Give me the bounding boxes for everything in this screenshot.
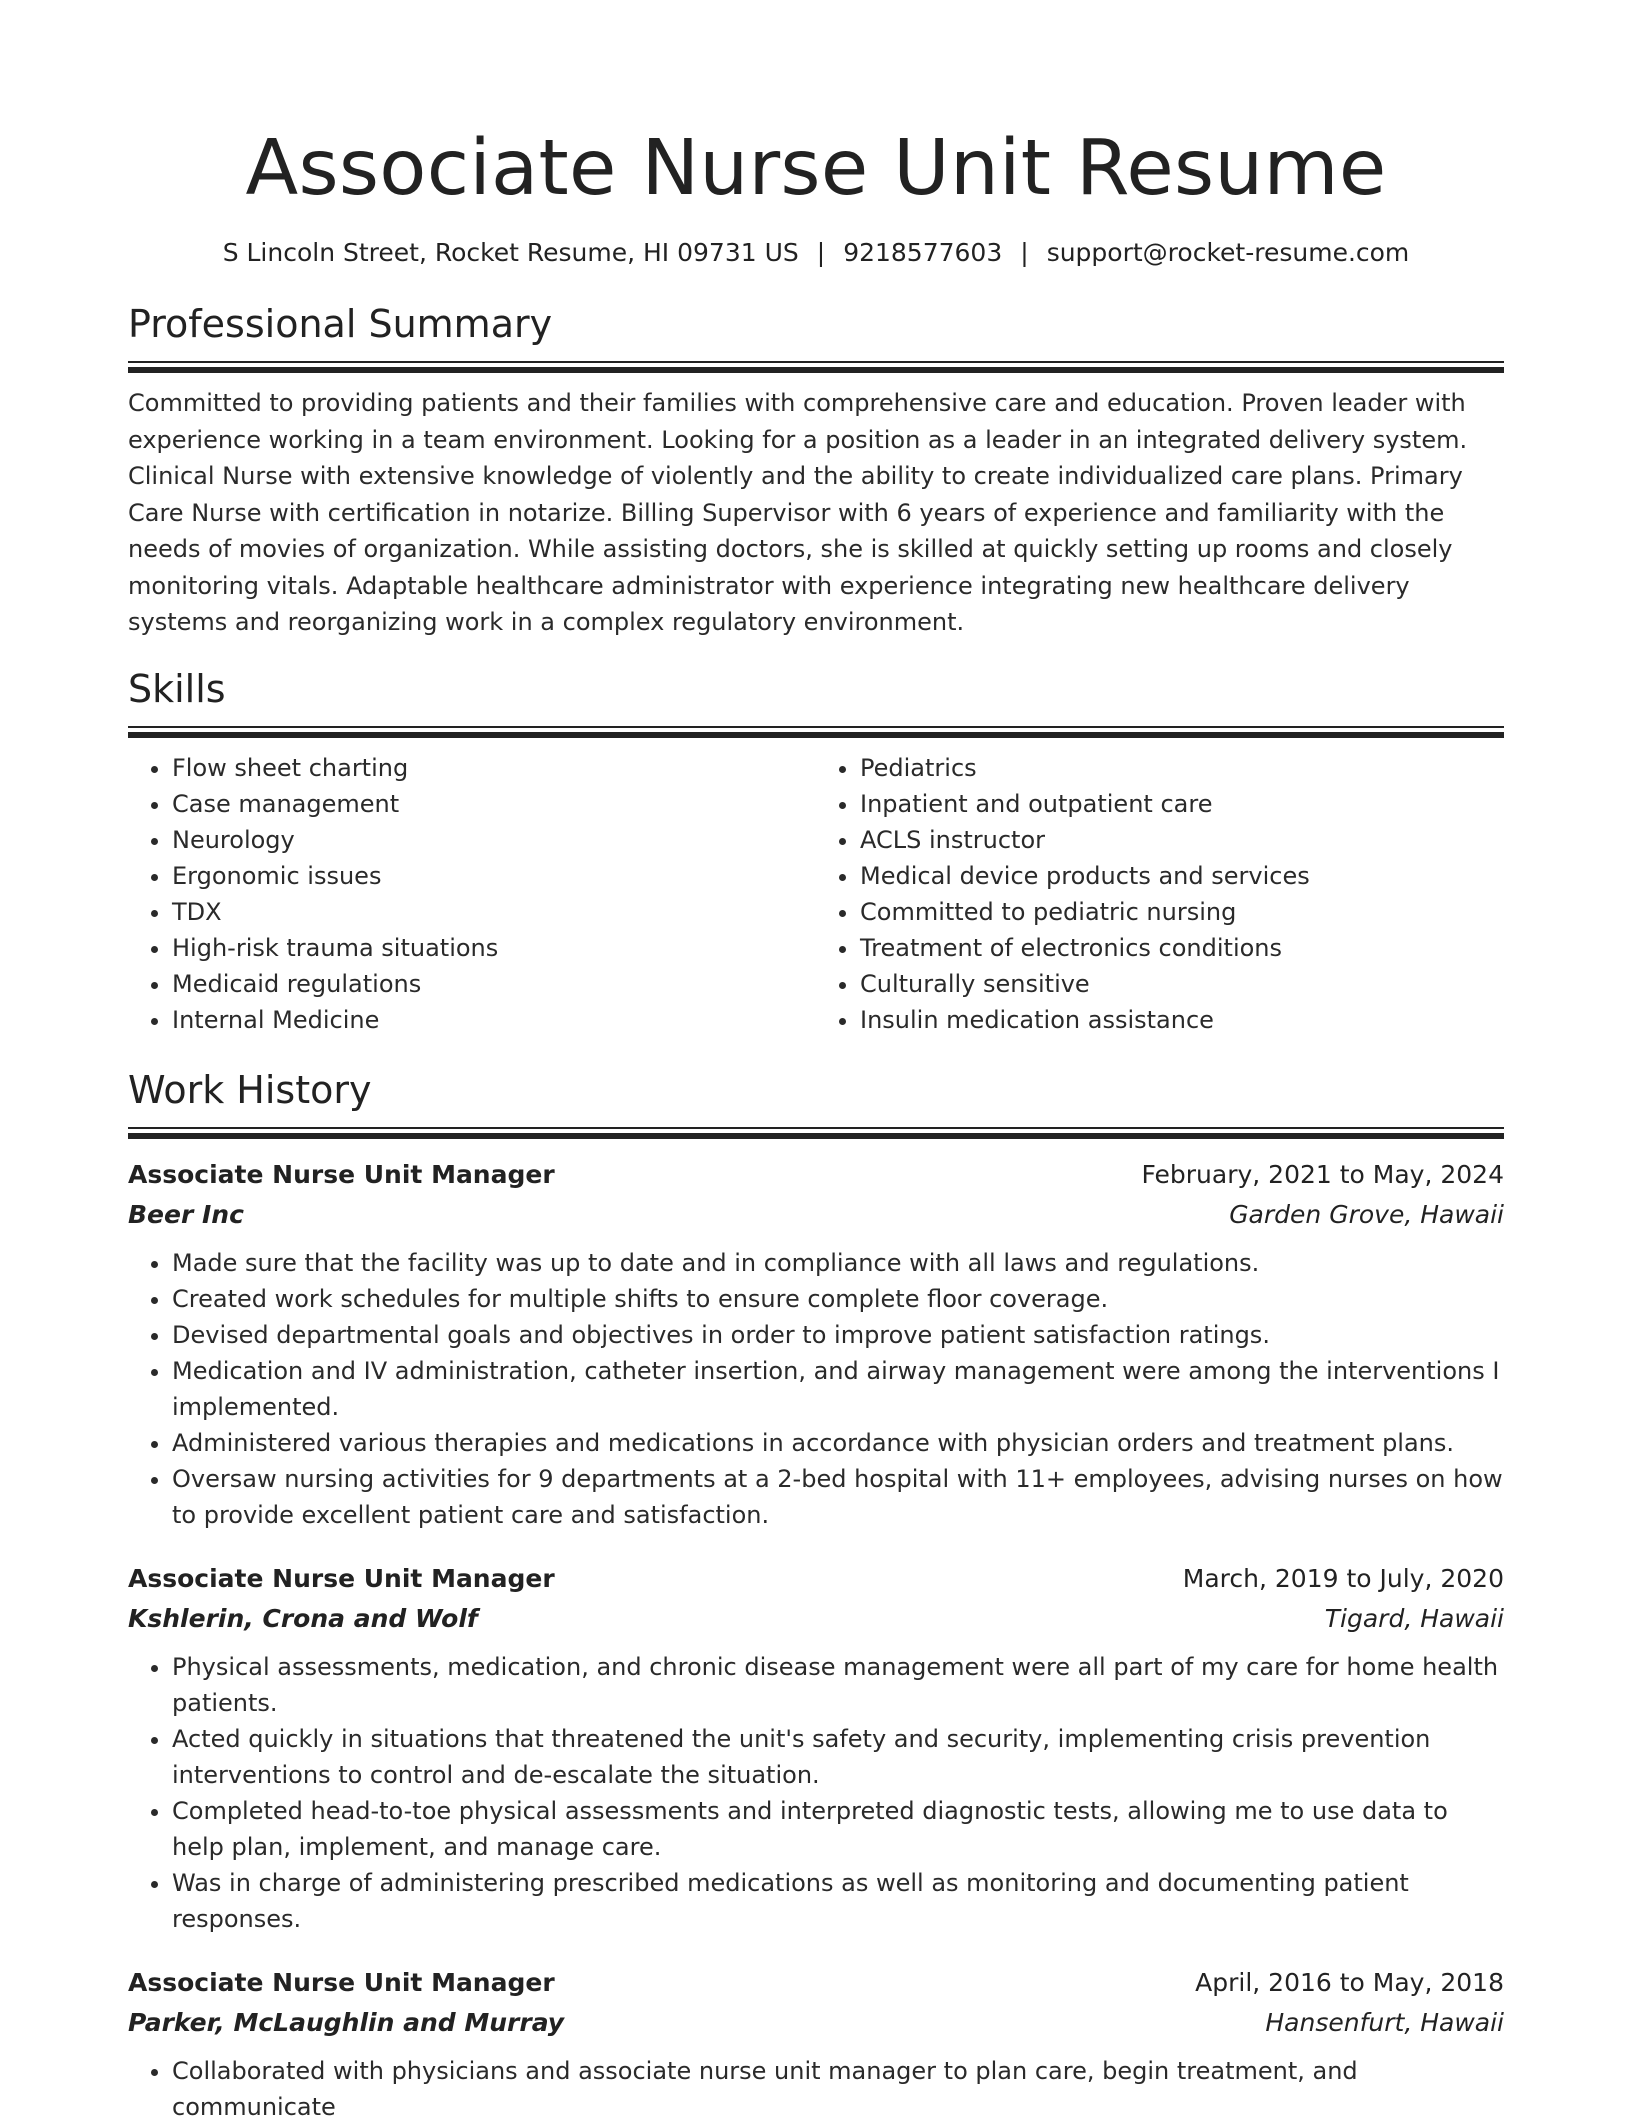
contact-phone: 9218577603 xyxy=(843,238,1003,267)
skill-item: • Pediatrics xyxy=(860,750,1504,786)
skill-item: • Medical device products and services xyxy=(860,858,1504,894)
job-role: Associate Nurse Unit Manager xyxy=(128,1159,555,1189)
job-bullet: • Oversaw nursing activities for 9 departments at a 2-bed hospital with 11+ employees, advising nurses on how to provide excellent patient care and satisfaction. xyxy=(172,1461,1504,1533)
job-bullet: • Medication and IV administration, catheter insertion, and airway management were among the interventions I implemented. xyxy=(172,1353,1504,1425)
skill-item: • Medicaid regulations xyxy=(172,966,816,1002)
job-bullet: • Acted quickly in situations that threatened the unit's safety and security, implementing crisis prevention interventions to control and de-escalate the situation. xyxy=(172,1721,1504,1793)
job-role: Associate Nurse Unit Manager xyxy=(128,1563,555,1593)
job-bullet: • Devised departmental goals and objectives in order to improve patient satisfaction ratings. xyxy=(172,1317,1504,1353)
job-bullet: • Completed head-to-toe physical assessments and interpreted diagnostic tests, allowing me to use data to help plan, implement, and manage care. xyxy=(172,1793,1504,1865)
job-entry xyxy=(128,1963,1504,2125)
skill-item: • Flow sheet charting xyxy=(172,750,816,786)
job-header xyxy=(128,1155,1504,1195)
skills-heading: Skills xyxy=(128,666,226,711)
section-divider xyxy=(128,1127,1504,1139)
job-bullets xyxy=(128,1649,1504,1937)
contact-separator: | xyxy=(1020,238,1029,267)
job-bullet: • Physical assessments, medication, and chronic disease management were all part of my care for home health patients. xyxy=(172,1649,1504,1721)
skill-item: • Case management xyxy=(172,786,816,822)
skill-item: • ACLS instructor xyxy=(860,822,1504,858)
job-bullet: • Was in charge of administering prescribed medications as well as monitoring and documenting patient responses. xyxy=(172,1865,1504,1937)
skill-item: • Ergonomic issues xyxy=(172,858,816,894)
work-section xyxy=(128,1066,1504,2125)
job-location: Tigard, Hawaii xyxy=(1324,1603,1504,1633)
skill-item: • High-risk trauma situations xyxy=(172,930,816,966)
summary-heading: Professional Summary xyxy=(128,302,553,346)
skill-item: • Neurology xyxy=(172,822,816,858)
job-subheader xyxy=(128,2003,1504,2043)
contact-line xyxy=(128,236,1504,270)
job-entry xyxy=(128,1559,1504,1937)
skills-column-left xyxy=(128,750,816,1038)
resume-title: Associate Nurse Unit Resume xyxy=(245,124,1387,213)
work-heading: Work History xyxy=(128,1067,372,1112)
job-bullets xyxy=(128,1245,1504,1533)
contact-email[interactable]: support@rocket-resume.com xyxy=(1046,238,1410,267)
skill-item: • Inpatient and outpatient care xyxy=(860,786,1504,822)
section-divider xyxy=(128,361,1504,373)
resume-page xyxy=(128,0,1504,2125)
skill-item: • TDX xyxy=(172,894,816,930)
job-bullets xyxy=(128,2053,1504,2125)
job-bullet: • Administered various therapies and medications in accordance with physician orders and treatment plans. xyxy=(172,1425,1504,1461)
job-header xyxy=(128,1963,1504,2003)
skills-list-left xyxy=(128,750,816,1038)
job-bullet: • Created work schedules for multiple shifts to ensure complete floor coverage. xyxy=(172,1281,1504,1317)
job-entry xyxy=(128,1155,1504,1533)
skill-item: • Internal Medicine xyxy=(172,1002,816,1038)
job-location: Garden Grove, Hawaii xyxy=(1229,1199,1504,1229)
job-subheader xyxy=(128,1599,1504,1639)
job-header xyxy=(128,1559,1504,1599)
job-location: Hansenfurt, Hawaii xyxy=(1265,2007,1504,2037)
section-divider xyxy=(128,726,1504,738)
job-company: Kshlerin, Crona and Wolf xyxy=(128,1603,478,1633)
summary-text: Committed to providing patients and their families with comprehensive care and education. Proven leader with experience working in a team environment. Looking for a position as a leader in an integrated delivery system. Clinical Nurse with extensive knowledge of violently and the ability to create individualized care plans. Primary Care Nurse with certification in notarize. Billing Supervisor with 6 years of experience and familiarity with the needs of movies of organization. While assisting doctors, she is skilled at quickly setting up rooms and closely monitoring vitals. Adaptable healthcare administrator with experience integrating new healthcare delivery systems and reorganizing work in a complex regulatory environment. xyxy=(128,389,1468,636)
contact-separator: | xyxy=(816,238,826,267)
job-subheader xyxy=(128,1195,1504,1235)
skills-list-right xyxy=(816,750,1504,1038)
job-company: Parker, McLaughlin and Murray xyxy=(128,2007,565,2037)
summary-section xyxy=(128,300,1504,641)
job-bullet: • Collaborated with physicians and associate nurse unit manager to plan care, begin treatment, and communicate xyxy=(172,2053,1504,2125)
job-dates: April, 2016 to May, 2018 xyxy=(1195,1967,1504,1997)
skill-item: • Committed to pediatric nursing xyxy=(860,894,1504,930)
job-company: Beer Inc xyxy=(128,1199,244,1229)
job-dates: March, 2019 to July, 2020 xyxy=(1182,1563,1504,1593)
job-role: Associate Nurse Unit Manager xyxy=(128,1967,555,1997)
skills-columns xyxy=(128,750,1504,1038)
skill-item: • Insulin medication assistance xyxy=(860,1002,1504,1038)
job-bullet: • Made sure that the facility was up to date and in compliance with all laws and regulations. xyxy=(172,1245,1504,1281)
contact-address: S Lincoln Street, Rocket Resume, HI 09731 US xyxy=(222,238,799,267)
skill-item: • Treatment of electronics conditions xyxy=(860,930,1504,966)
skill-item: • Culturally sensitive xyxy=(860,966,1504,1002)
skills-column-right xyxy=(816,750,1504,1038)
skills-section xyxy=(128,665,1504,1038)
job-dates: February, 2021 to May, 2024 xyxy=(1141,1159,1504,1189)
